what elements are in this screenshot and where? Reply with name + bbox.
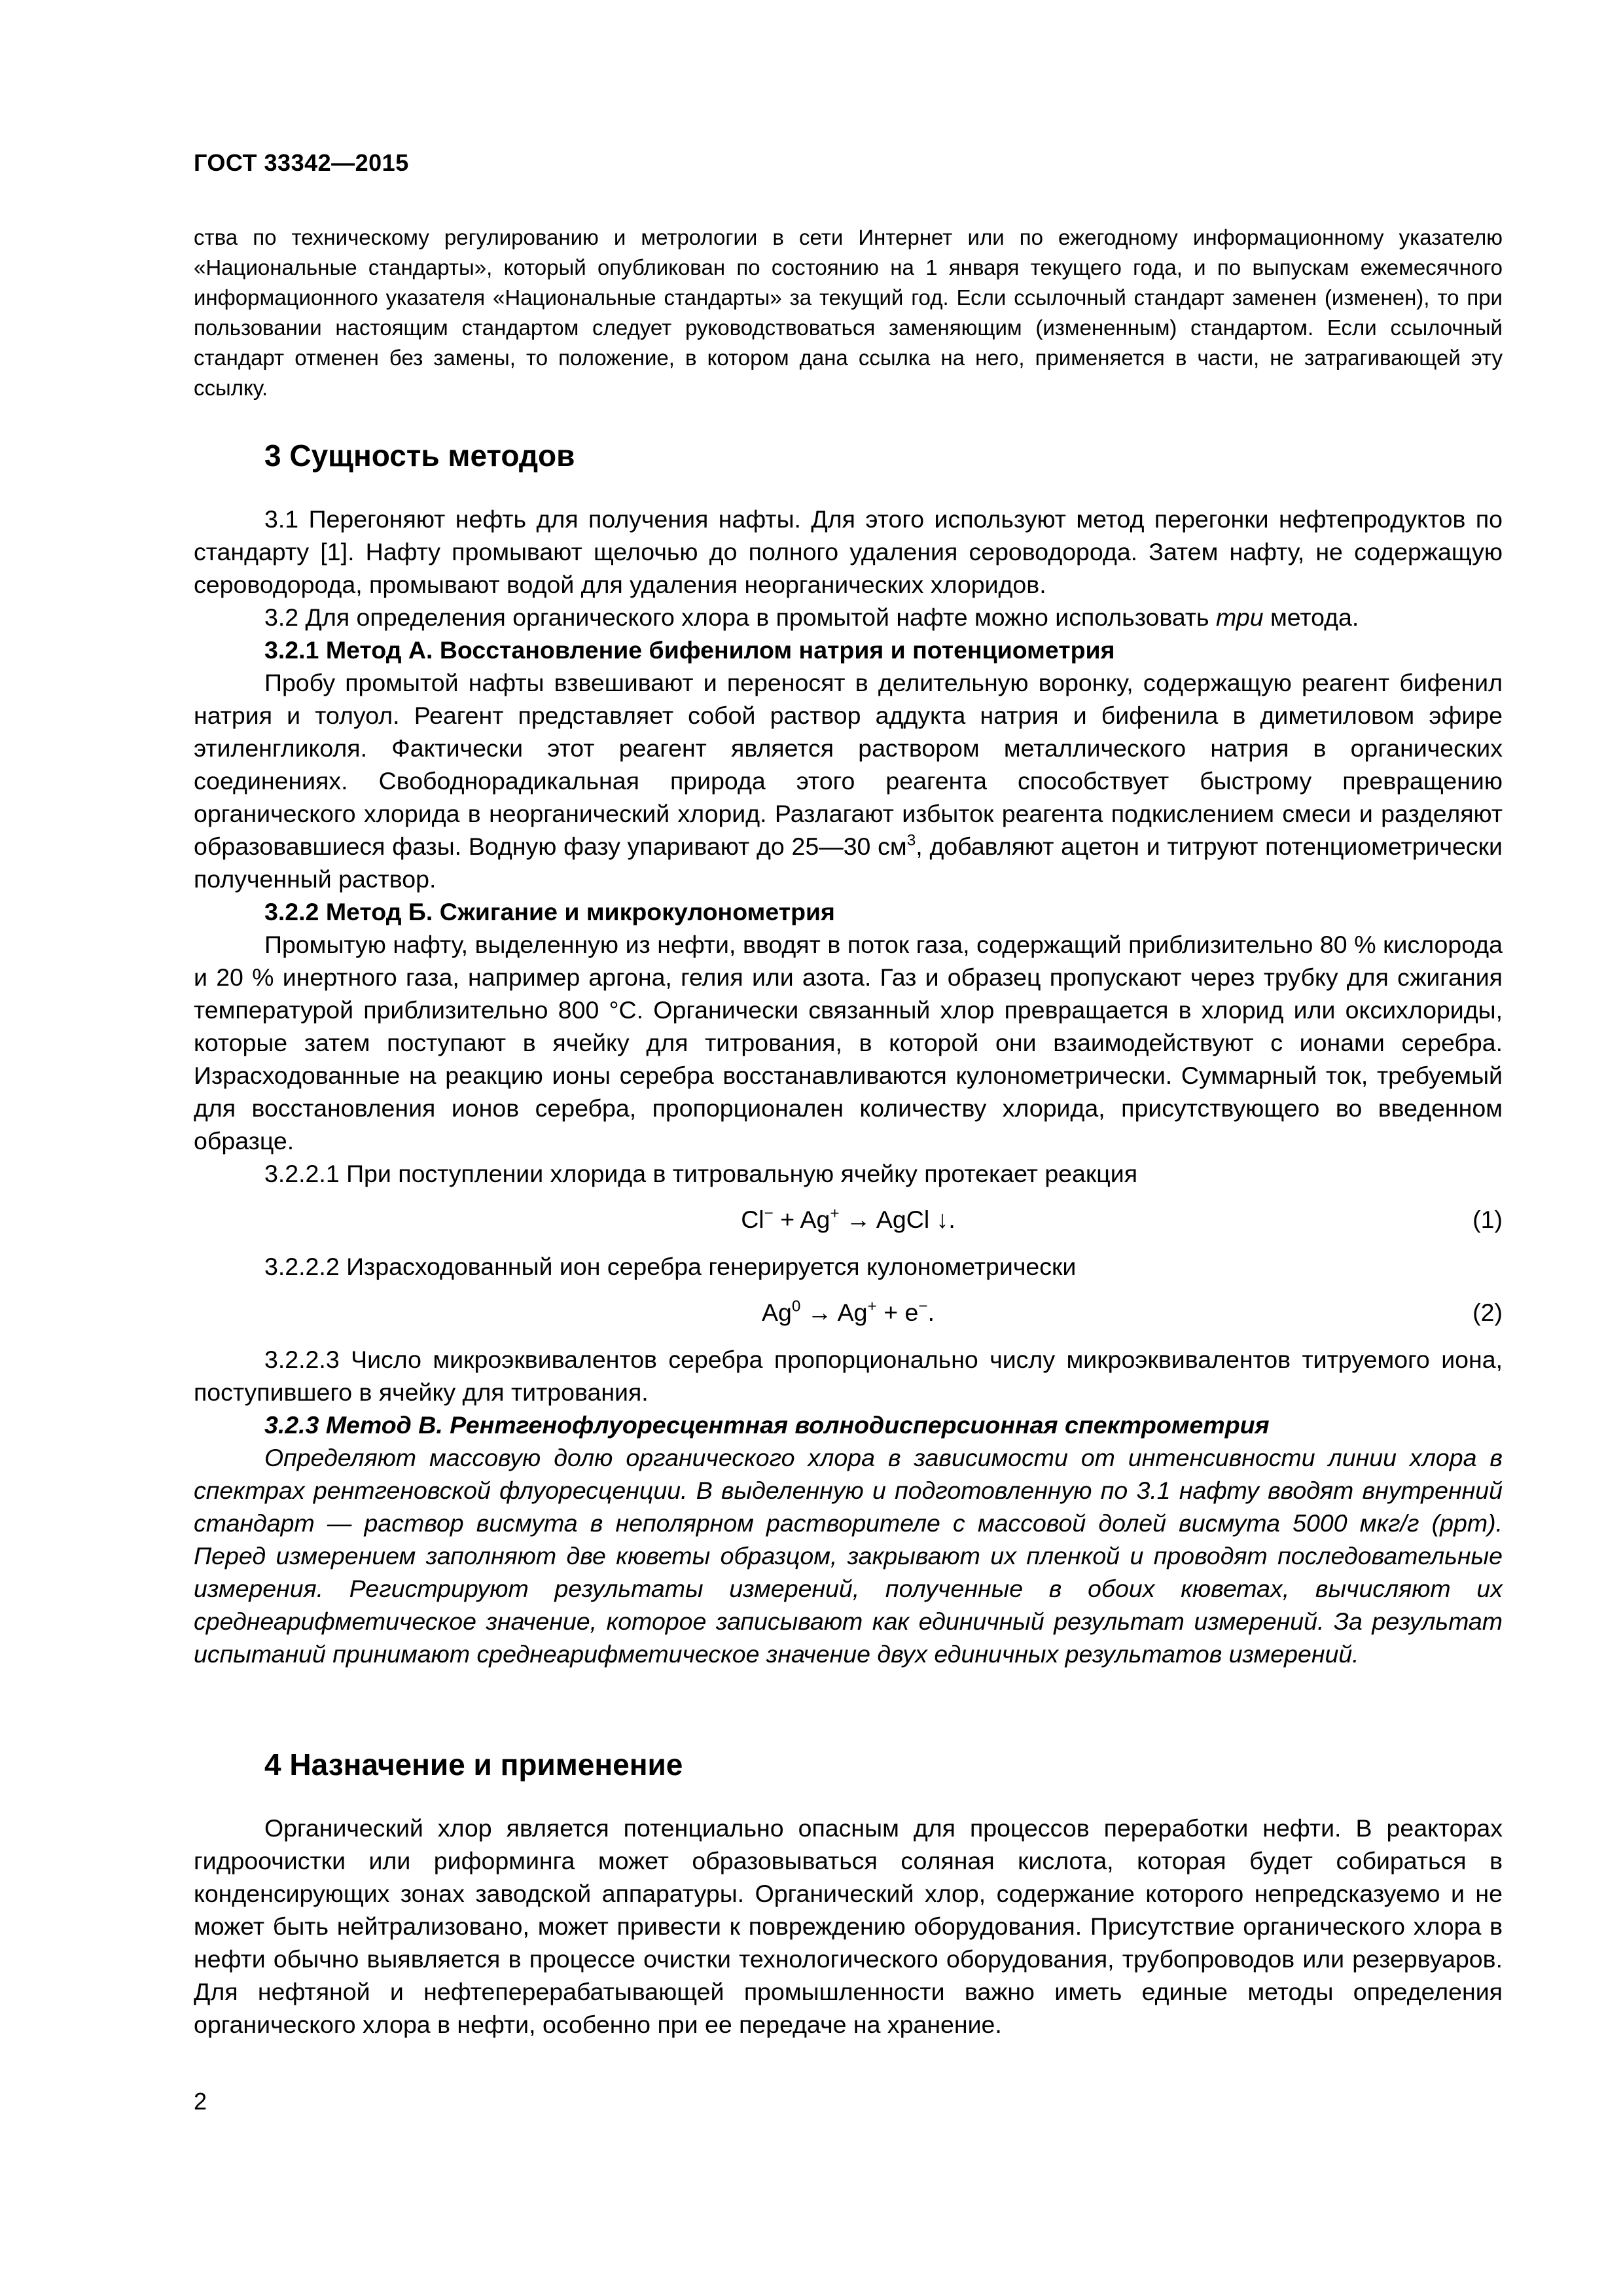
emphasis-word: три xyxy=(1216,603,1264,631)
page-number: 2 xyxy=(194,2088,207,2115)
paragraph-4: Органический хлор является потенциально опасным для процессов переработки нефти. В реакторах гидроочистки или риформинга может образовываться соляная кислота, которая будет собираться в конденсирующих зонах заводской аппаратуры. Органический хлор, содержание которого непредсказуемо и не может быть нейтрализовано, может привести к повреждению оборудования. Присутствие органического хлора в нефти обычно выявляется в процессе очистки технологического оборудования, трубопроводов или резервуаров. Для нефтяной и нефтеперерабатывающей промышленности важно иметь единые методы определения органического хлора в нефти, особенно при ее передаче на хранение. xyxy=(194,1814,1503,2038)
equation-1-number: (1) xyxy=(1472,1206,1503,1233)
heading-3-2-3: 3.2.3 Метод В. Рентгенофлуоресцентная волнодисперсионная спектрометрия xyxy=(264,1411,1270,1439)
equation-1-expression: Cl− + Ag+ → AgCl ↓. xyxy=(741,1204,955,1233)
section-3-title: 3 Сущность методов xyxy=(264,439,575,473)
heading-3-2-2: 3.2.2 Метод Б. Сжигание и микрокулонометрия xyxy=(264,898,835,925)
intro-paragraph: ства по техническому регулированию и метрологии в сети Интернет или по ежегодному информационному указателю «Национальные стандарты», который опубликован по состоянию на 1 января текущего года, и по выпускам ежемесячного информационного указателя «Национальные стандарты» за текущий год. Если ссылочный стандарт заменен (изменен), то при пользовании настоящим стандартом следует руководствоваться заменяющим (измененным) стандартом. Если ссылочный стандарт отменен без замены, то положение, в котором дана ссылка на него, применяется в части, не затрагивающей эту ссылку. xyxy=(194,225,1503,400)
section-4 xyxy=(194,1746,1503,2041)
paragraph-3-2-3: Определяют массовую долю органического хлора в зависимости от интенсивности линии хлора в спектрах рентгеновской флуоресценции. В выделенную и подготовленную по 3.1 нафту вводят внутренний стандарт — раствор висмута в неполярном растворителе с массовой долей висмута 5000 мкг/г (ppm). Перед измерением заполняют две кюветы образцом, закрывают их пленкой и проводят последовательные измерения. Регистрируют результаты измерений, полученные в обоих кюветах, вычисляют их среднеарифметическое значение, которое записывают как единичный результат измерений. За результат испытаний принимают среднеарифметическое значение двух единичных результатов измерений. xyxy=(194,1444,1503,1668)
equation-2-expression: $Ag^0 \to Ag^+ + e^-$. xyxy=(761,1297,935,1326)
paragraph-3-2-2: Промытую нафту, выделенную из нефти, вводят в поток газа, содержащий приблизительно 80 % кислорода и 20 % инертного газа, например аргона, гелия или азота. Газ и образец пропускают через трубку для сжигания температурой приблизительно 800 °С. Органически связанный хлор превращается в хлорид или оксихлориды, которые затем поступают в ячейку для титрования, в которой они взаимодействуют с ионами серебра. Израсходованные на реакцию ионы серебра восстанавливаются кулонометрически. Суммарный ток, требуемый для восстановления ионов серебра, пропорционален количеству хлорида, присутствующего во введенном образце. xyxy=(194,931,1503,1155)
standard-header: ГОСТ 33342—2015 xyxy=(194,149,409,176)
section-4-title: 4 Назначение и применение xyxy=(264,1748,683,1782)
section-3 xyxy=(194,437,1503,1670)
paragraph-3-2-2-3: 3.2.2.3 Число микроэквивалентов серебра пропорционально числу микроэквивалентов титруемого иона, поступившего в ячейку для титрования. xyxy=(194,1346,1503,1406)
equation-1 xyxy=(194,1203,1503,1236)
paragraph-3-2: 3.2 Для определения органического хлора в промытой нафте можно использовать три метода. xyxy=(264,603,1359,631)
equation-2 xyxy=(194,1296,1503,1329)
paragraph-3-2-2-1: 3.2.2.1 При поступлении хлорида в титровальную ячейку протекает реакция xyxy=(264,1160,1138,1187)
document-page xyxy=(194,0,1503,2296)
heading-3-2-1: 3.2.1 Метод А. Восстановление бифенилом натрия и потенциометрия xyxy=(264,636,1115,664)
equation-2-number: (2) xyxy=(1472,1299,1503,1326)
paragraph-3-1: 3.1 Перегоняют нефть для получения нафты. Для этого используют метод перегонки нефтепродуктов по стандарту [1]. Нафту промывают щелочью до полного удаления сероводорода. Затем нафту, не содержащую сероводорода, промывают водой для удаления неорганических хлоридов. xyxy=(194,505,1503,598)
paragraph-3-2-1: Пробу промытой нафты взвешивают и переносят в делительную воронку, содержащую реагент бифенил натрия и толуол. Реагент представляет собой раствор аддукта натрия и бифенила в диметиловом эфире этиленгликоля. Фактически этот реагент является раствором металлического натрия в органических соединениях. Свободнорадикальная природа этого реагента способствует быстрому превращению органического хлорида в неорганический хлорид. Разлагают избыток реагента подкислением смеси и разделяют образовавшиеся фазы. Водную фазу упаривают до 25—30 $см^3$, добавляют ацетон и титруют потенциометрически полученный раствор. xyxy=(194,669,1503,893)
paragraph-3-2-2-2: 3.2.2.2 Израсходованный ион серебра генерируется кулонометрически xyxy=(264,1253,1077,1280)
